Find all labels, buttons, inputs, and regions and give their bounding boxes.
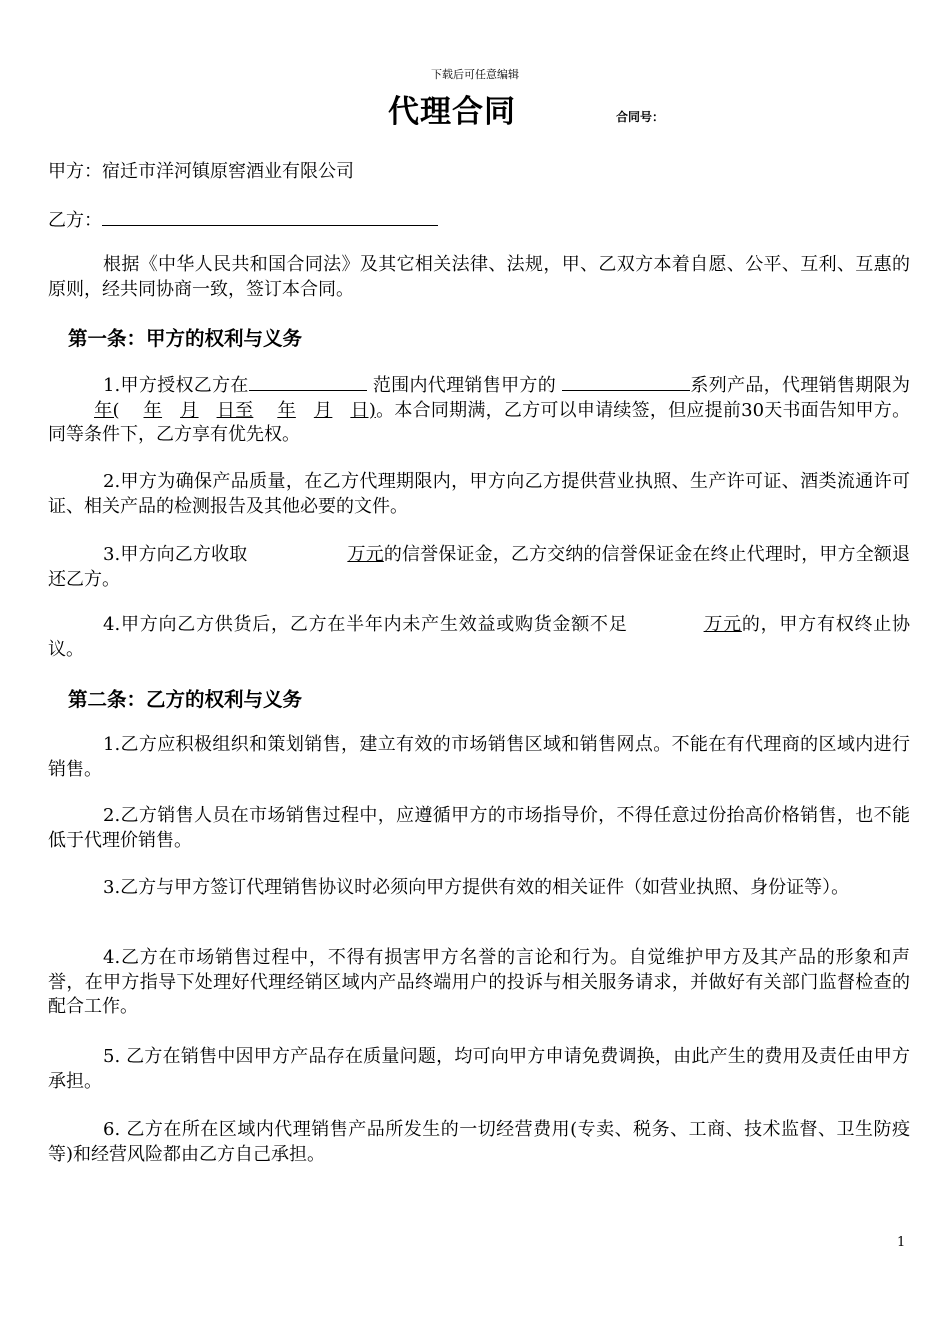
article-1-clause-3 (48, 543, 910, 592)
page-number: 1 (897, 1235, 906, 1250)
a1c1-b: 范围内代理销售甲方的 (372, 375, 557, 396)
article-2-clause-6: 6. 乙方在所在区域内代理销售产品所发生的一切经营费用(专卖、税务、工商、技术监督、卫生防疫等)和经营风险都由乙方自己承担。 (48, 1119, 910, 1165)
a1c3-c: 的信誉保证金，乙方交纳的信誉保证金在终止代理时，甲方全额退还乙方。 (48, 544, 910, 590)
a1c4-a: 4.甲方向乙方供货后，乙方在半年内未产生效益或购货金额不足 (103, 614, 628, 635)
a1c3-a: 3.甲方向乙方收取 (103, 544, 248, 565)
article-2-clause-2: 2.乙方销售人员在市场销售过程中，应遵循甲方的市场指导价，不得任意过份抬高价格销售，也不能低于代理价销售。 (48, 805, 910, 851)
contract-number-label: 合同号： (616, 110, 665, 124)
min-purchase-field[interactable]: 万元 (703, 614, 742, 635)
party-b-blank[interactable] (102, 207, 438, 226)
a1c4-c: 的，甲方有权终止协议。 (48, 614, 911, 660)
party-a-line: 甲方：宿迁市洋河镇原窖酒业有限公司 (48, 161, 354, 182)
article-2-clause-4: 4.乙方在市场销售过程中，不得有损害甲方名誉的言论和行为。自觉维护甲方及其产品的形象和声誉，在甲方指导下处理好代理经销区域内产品终端用户的投诉与相关服务请求，并做好有关部门监督检查的配合工作。 (48, 947, 910, 1017)
article-1-clause-1 (48, 372, 910, 448)
article-2-clause-1: 1.乙方应积极组织和策划销售，建立有效的市场销售区域和销售网点。不能在有代理商的区域内进行销售。 (48, 734, 910, 780)
intro-paragraph: 根据《中华人民共和国合同法》及其它相关法律、法规，甲、乙双方本着自愿、公平、互利、互惠的原则，经共同协商一致，签订本合同。 (48, 254, 910, 300)
article-2-heading: 第二条：乙方的权利与义务 (68, 688, 303, 711)
article-1-clause-4 (48, 613, 910, 662)
period-field[interactable]: 年( 年 月 日至 年 月 日) (94, 399, 376, 421)
a1c1-c: 系列产品，代理销售期限为 (690, 375, 910, 396)
region-blank[interactable] (249, 372, 367, 391)
document-title: 代理合同 (388, 94, 516, 130)
a1c1-a: 1.甲方授权乙方在 (103, 375, 249, 396)
deposit-amount-field[interactable]: 万元 (347, 544, 384, 565)
article-2-clause-5: 5. 乙方在销售中因甲方产品存在质量问题，均可向甲方申请免费调换，由此产生的费用及责任由甲方承担。 (48, 1046, 910, 1092)
article-1-heading: 第一条：甲方的权利与义务 (68, 327, 303, 350)
download-note: 下载后可任意编辑 (431, 68, 519, 81)
party-b-label: 乙方： (48, 210, 102, 231)
article-1-clause-2: 2.甲方为确保产品质量，在乙方代理期限内，甲方向乙方提供营业执照、生产许可证、酒类流通许可证、相关产品的检测报告及其他必要的文件。 (48, 471, 910, 517)
product-series-blank[interactable] (562, 372, 690, 391)
party-b-line (48, 206, 438, 232)
article-2-clause-3: 3.乙方与甲方签订代理销售协议时必须向甲方提供有效的相关证件（如营业执照、身份证等）。 (103, 877, 850, 898)
a1c1-k: 。本合同期满，乙方可以申请续签，但应提前30天书面告知甲方。同等条件下，乙方享有优先权。 (48, 399, 911, 445)
